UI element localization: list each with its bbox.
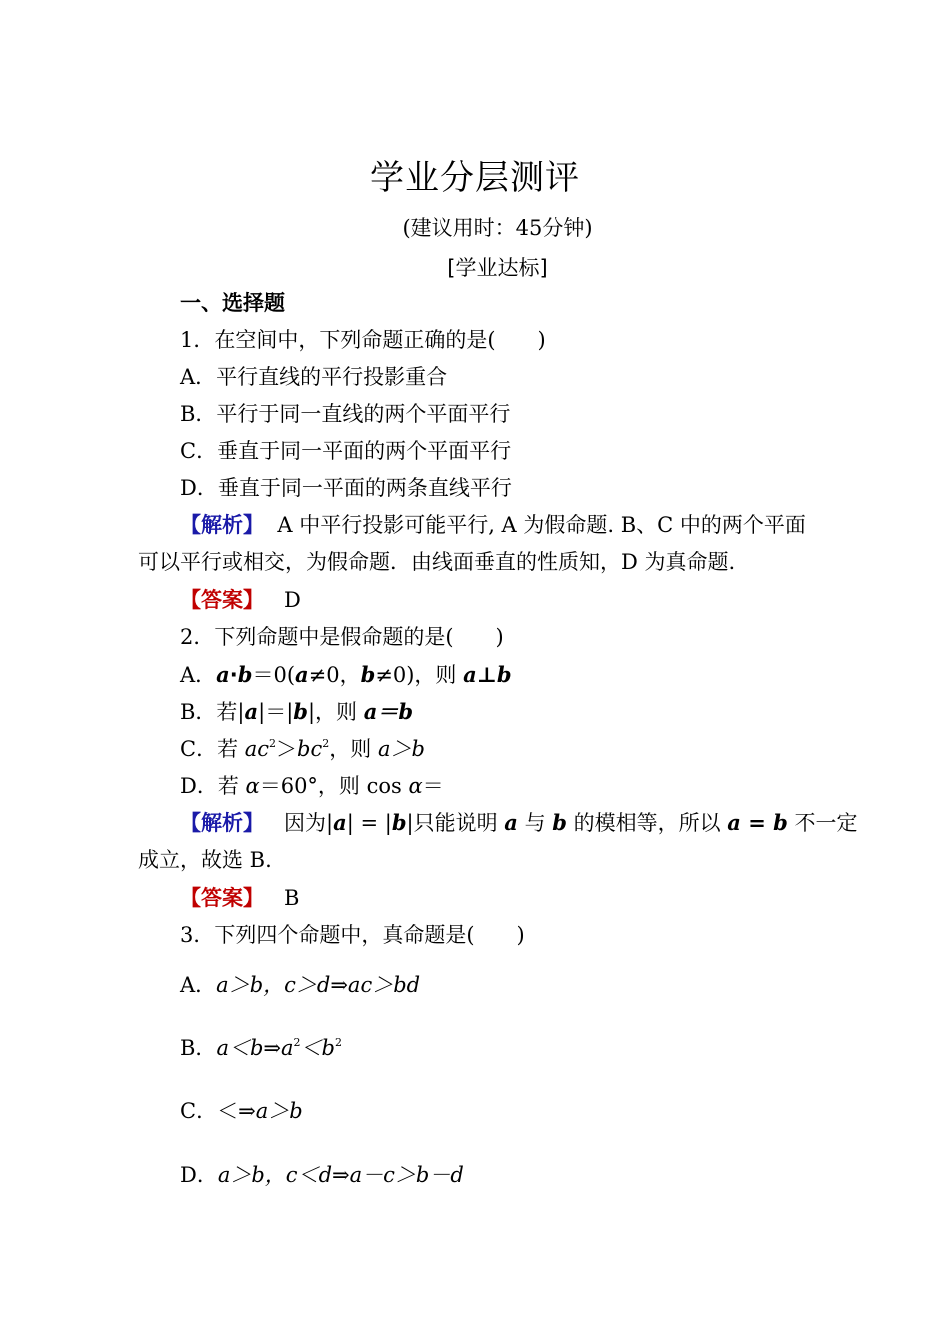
q2-analysis-cont: 成立，故选 B. (138, 848, 272, 872)
analysis-tag: 【解析】 (180, 811, 264, 835)
section-heading: 一、选择题 (180, 291, 285, 315)
expr-text: ≠0， (308, 663, 361, 687)
q1-option-b: B．平行于同一直线的两个平面平行 (180, 402, 511, 426)
answer-tag: 【答案】 (180, 886, 264, 910)
expr-text: ＝0( (252, 663, 296, 687)
expr-text: ，则 (329, 737, 378, 761)
option-expr: a＞b (255, 1099, 303, 1123)
q1-analysis-cont: 可以平行或相交，为假命题．由线面垂直的性质知，D 为真命题. (138, 550, 736, 574)
perp-expr: a⊥b (463, 662, 512, 687)
q2-option-a (180, 660, 512, 690)
analysis-text: A 中平行投影可能平行, A 为假命题. B、C 中的两个平面 (277, 513, 806, 537)
vector-b: b (293, 699, 308, 724)
option-label: A． (180, 973, 217, 997)
result-expr: a＞b (377, 737, 425, 761)
vector-a: a (504, 810, 518, 835)
q3-stem: 3．下列四个命题中，真命题是( ) (180, 923, 525, 947)
answer-value: D (284, 588, 301, 612)
vector-a: a (295, 662, 309, 687)
vector-b: b (360, 662, 376, 687)
vector-b: b (552, 810, 567, 835)
option-label: D． (180, 1163, 218, 1187)
option-label: B． (180, 1036, 217, 1060)
dot-symbol: · (229, 663, 238, 687)
option-label: C．若 (180, 737, 245, 761)
option-label: B．若| (180, 700, 245, 724)
expr-text: ＝ (422, 774, 444, 798)
gt-symbol: ＞ (276, 737, 298, 761)
equality-expr: a＝b (363, 699, 414, 724)
option-expr: a＜b⇒a (216, 1036, 294, 1060)
analysis-tag: 【解析】 (180, 513, 264, 537)
analysis-text: 的模相等，所以 (566, 811, 728, 835)
q2-option-c: C．若 $ac^2>bc^2$，则 a＞b (180, 737, 425, 761)
analysis-text: 与 (517, 811, 553, 835)
expr-ac: ac (244, 737, 270, 761)
option-label: A． (180, 663, 217, 687)
alpha-symbol: α (245, 774, 260, 798)
analysis-text: 因为| (284, 811, 334, 835)
alpha-symbol: α (408, 774, 423, 798)
q1-option-c: C．垂直于同一平面的两个平面平行 (180, 439, 512, 463)
q3-option-b: B．$a<b\Rightarrow a^2<b^2$ (180, 1036, 342, 1060)
answer-value: B (284, 886, 300, 910)
option-expr: ＜⇒ (217, 1099, 256, 1123)
q3-option-d (180, 1160, 464, 1190)
expr-text: |，则 (307, 700, 364, 724)
page-title: 学业分层测评 (370, 158, 580, 198)
q2-option-b (180, 697, 413, 727)
time-suggestion: (建议用时：45分钟) (402, 216, 593, 240)
option-expr: a＞b，c＞d⇒ac＞bd (216, 973, 421, 997)
option-label: D．若 (180, 774, 246, 798)
option-expr: a＞b，c＜d⇒a－c＞b－d (217, 1163, 464, 1187)
q1-answer (180, 585, 301, 615)
expr-text: |＝| (258, 700, 294, 724)
vector-a: a (216, 662, 230, 687)
option-label: C． (180, 1099, 218, 1123)
vector-b: b (391, 810, 407, 835)
q1-analysis (180, 510, 806, 540)
analysis-text: | = | (346, 811, 392, 835)
vector-a: a (333, 810, 347, 835)
analysis-text: 不一定 (787, 811, 858, 835)
answer-tag: 【答案】 (180, 588, 264, 612)
analysis-text: |只能说明 (406, 811, 505, 835)
expr-text: ≠0)，则 (375, 663, 464, 687)
vector-b: b (237, 662, 253, 687)
q2-answer (180, 883, 299, 913)
vector-a: a (244, 699, 259, 724)
q1-option-d: D．垂直于同一平面的两条直线平行 (180, 476, 512, 500)
q1-option-a: A．平行直线的平行投影重合 (180, 365, 448, 389)
option-expr: ＜b (300, 1036, 335, 1060)
q2-stem: 2．下列命题中是假命题的是( ) (180, 625, 504, 649)
equality-expr: a = b (727, 810, 788, 835)
expr-text: ＝60°，则 cos (259, 774, 409, 798)
section-tag: [学业达标] (447, 256, 548, 280)
q3-option-a (180, 970, 420, 1000)
q3-option-c (180, 1096, 303, 1126)
q2-analysis (180, 808, 858, 838)
q1-stem: 1．在空间中，下列命题正确的是( ) (180, 328, 546, 352)
expr-bc: bc (297, 737, 323, 761)
q2-option-d (180, 771, 444, 801)
